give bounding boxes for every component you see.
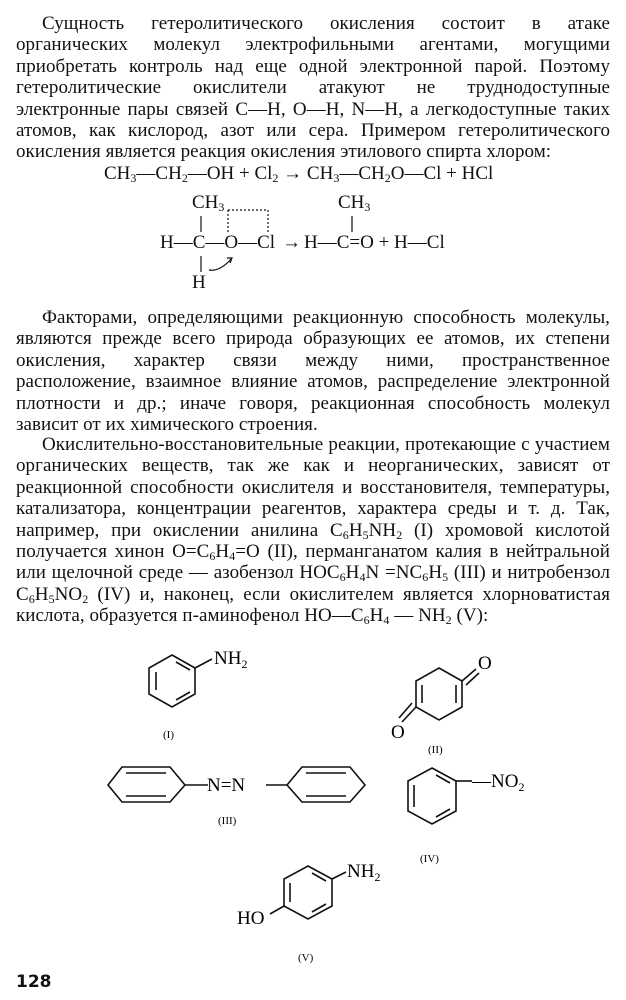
mechanism-product: H—C=O + H—Cl <box>304 232 445 253</box>
equation-ethanol-chlorination: $CH_3—CH_2—OH + Cl_2$ → $CH_3—CH_2O—Cl$ + HCl <box>104 163 494 185</box>
aniline-nh2: $NH_2$ <box>214 648 248 671</box>
label-iv: (IV) <box>420 853 439 865</box>
aminophenol-ring <box>270 866 346 919</box>
label-v: (V) <box>298 952 314 964</box>
quinone-o-top: O <box>478 653 492 674</box>
paragraph-2: Факторами, определяющими реакционную способность молекулы, являются прежде всего природа образующих ее атомов, их степени окисления, характер связи между ними, пространственное расположение, взаимное влияние атомов, распределение электронной плотности и др.; иначе говоря, реакционная способность молекул зависит от их химического строения. <box>16 307 610 436</box>
mechanism-ch3-left: $CH_3$ <box>192 192 225 214</box>
label-iii: (III) <box>218 815 237 827</box>
formula-azobenzene: $HOC_6H_4N =NC_6H_5$ <box>299 562 449 585</box>
formula-quinone: $O=C_6H_4=O$ <box>172 541 260 564</box>
nitro-group: $—NO_2$ <box>472 771 525 794</box>
label-ii: (II) <box>428 744 443 756</box>
formula-nitrobenzene: $C_6H_5NO_2$ <box>16 583 89 606</box>
aniline-ring <box>149 655 212 707</box>
mechanism-reactant: H—C—O—Cl <box>160 232 276 253</box>
azo-group: N=N <box>207 775 246 796</box>
nitrobenzene-ring <box>408 768 472 824</box>
aminophenol-nh2: $NH_2$ <box>347 861 381 884</box>
quinone-ring <box>399 668 479 722</box>
paragraph-1: Сущность гетеролитического окисления состоит в атаке органических молекул электрофильными агентами, могущими приобретать контроль над еще одной электронной парой. Поэтому гетеролитические окислители атакуют не труднодоступные электронные пары связей С—Н, О—Н, N—Н, а легкодоступные таких атомов, как кислород, азот или сера. Примером гетеролитического окисления является реакция окисления этилового спирта хлором: <box>16 13 610 163</box>
paragraph-3: Окислительно-восстановительные реакции, протекающие с участием органических веществ, так же как и неорганических, зависят от реакционной способности окислителя и восстановителя, температуры, катализатора, концентрации реагентов, характера среды и т. д. Так, например, при окислении анилина $C_6H_5NH_2$ (I) хромовой кислотой получается хинон $O=C_6H_4=O$ (II), перманганатом калия в нейтральной или щелочной среде — азобензол $HOC_6H_4N =NC_6H_5$ (III) и нитробензол $C_6H_5NO_2$ (IV) и, наконец, если окислителем является хлорноватистая кислота, образуется п-аминофенол $HO—C_6H_4$ — $NH_2$ (V): <box>16 434 610 628</box>
label-i: (I) <box>163 729 174 741</box>
mechanism-bonds <box>201 210 352 272</box>
page-number: 128 <box>16 972 52 992</box>
mechanism-arrow: → <box>282 232 301 253</box>
formula-aminophenol: $HO—C_6H_4$ — $NH_2$ <box>304 605 452 628</box>
mechanism-h-bottom: H <box>192 272 206 293</box>
mechanism-ch3-right: $CH_3$ <box>338 192 371 214</box>
quinone-o-bottom: O <box>391 722 405 743</box>
aminophenol-ho: HO <box>237 908 265 929</box>
formula-aniline: $C_6H_5NH_2$ <box>330 519 403 542</box>
